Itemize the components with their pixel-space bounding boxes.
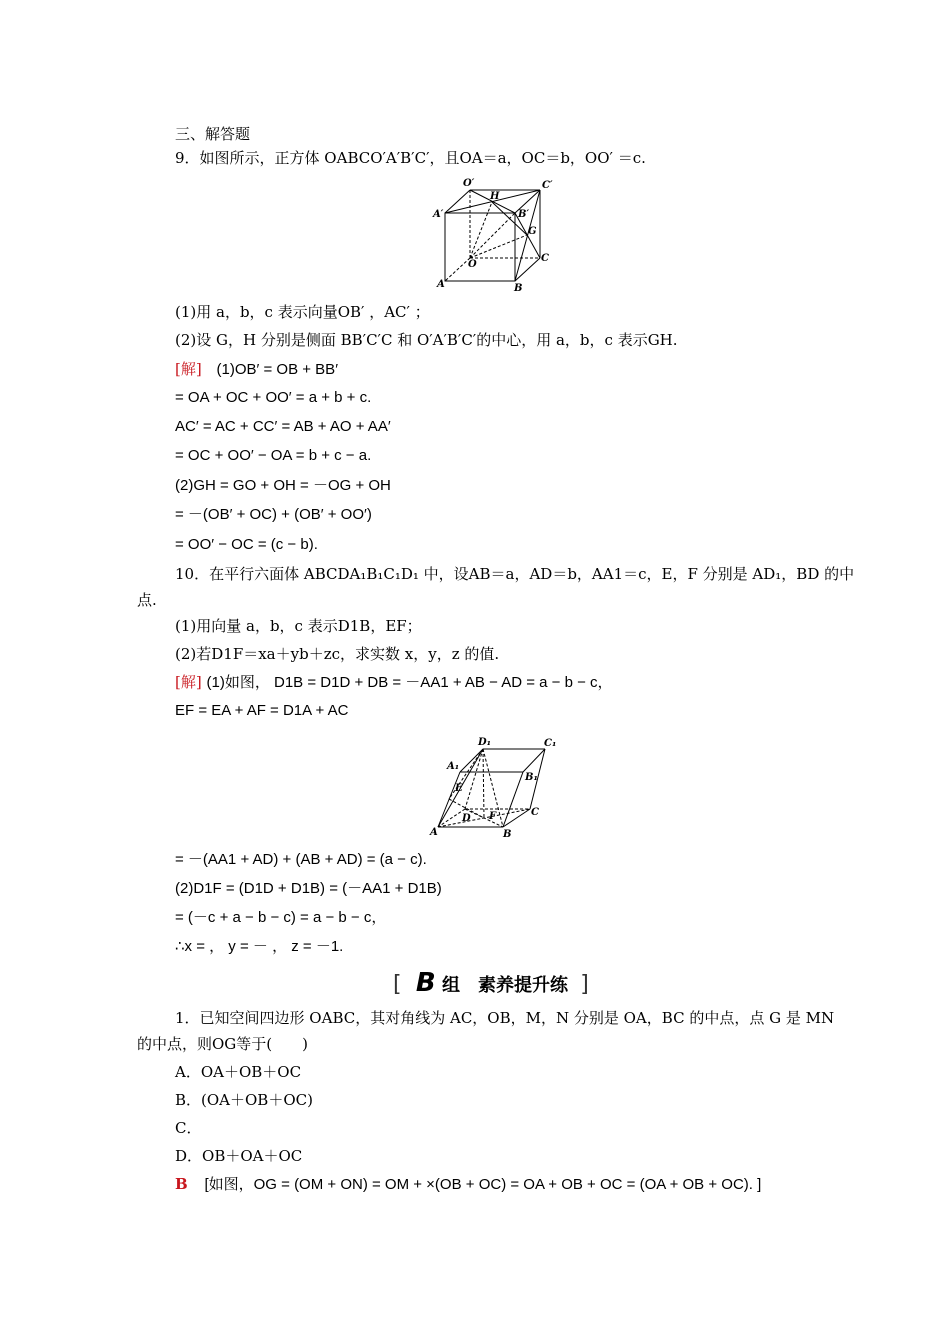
q9-solution-tag: [解] bbox=[175, 360, 202, 378]
para-label-a1: A₁ bbox=[447, 761, 460, 772]
cube-label-h: H bbox=[490, 191, 500, 202]
q9-solution-line: (2)GH = GO + OH = －OG + OH bbox=[175, 477, 391, 494]
q10-part2: (2)若D1F＝xa＋yb＋zc，求实数 x，y，z 的值. bbox=[175, 645, 500, 663]
section-heading: 三、解答题 bbox=[175, 125, 251, 143]
para-label-c1: C₁ bbox=[544, 738, 557, 749]
q9-solution-line: = OA + OC + OO′ = a + b + c. bbox=[175, 389, 372, 406]
para-label-c: C bbox=[531, 807, 539, 818]
q9-part2: (2)设 G，H 分别是侧面 BB′C′C 和 O′A′B′C′的中心，用 a，b，c 表示GH. bbox=[175, 331, 678, 349]
q10-solution-line: = －(AA1 + AD) + (AB + AD) = (a − c). bbox=[175, 851, 427, 868]
cube-label-o: O bbox=[468, 259, 477, 270]
banner-title: 组 素养提升练 bbox=[441, 975, 568, 996]
para-label-d1: D₁ bbox=[478, 737, 492, 748]
cube-label-b-prime: B′ bbox=[518, 209, 530, 220]
q1-stem-line1: 1．已知空间四边形 OABC，其对角线为 AC，OB，M，N 分别是 OA，BC 的中点，点 G 是 MN bbox=[175, 1009, 835, 1027]
q9-solution-line: AC′ = AC + CC′ = AB + AO + AA′ bbox=[175, 418, 391, 435]
cube-label-a: A bbox=[437, 279, 445, 290]
banner-right-bracket: ] bbox=[580, 972, 589, 997]
q10-solution-line: EF = EA + AF = D1A + AC bbox=[175, 702, 349, 719]
q9-solution-line: = OC + OO′ − OA = b + c − a. bbox=[175, 447, 372, 464]
cube-label-o-prime: O′ bbox=[463, 178, 475, 189]
q1-answer-letter: B bbox=[175, 1175, 188, 1193]
group-banner bbox=[393, 968, 589, 998]
parallelepiped-figure bbox=[425, 735, 565, 840]
q1-answer-text: [如图，OG = (OM + ON) = OM + ×(OB + OC) = OA + OB + OC = (OA + OB + OC). ] bbox=[204, 1176, 762, 1193]
q9-part1: (1)用 a，b，c 表示向量OB′ ，AC′ ； bbox=[175, 303, 430, 321]
cube-label-a-prime: A′ bbox=[433, 209, 444, 220]
banner-left-bracket: [ bbox=[393, 972, 402, 997]
cube-label-g: G bbox=[528, 226, 537, 237]
q10-solution-line: (2)D1F = (D1D + D1B) = (－AA1 + D1B) bbox=[175, 880, 442, 897]
para-label-a: A bbox=[430, 827, 438, 838]
cube-figure bbox=[430, 175, 560, 295]
q10-solution-line: (1)如图， D1B = D1D + DB = －AA1 + AB − AD = a − b − c， bbox=[206, 674, 613, 691]
q9-solution-line: = －(OB′ + OC) + (OB′ + OO′) bbox=[175, 506, 372, 523]
cube-label-c-prime: C′ bbox=[542, 180, 553, 191]
cube-label-b: B bbox=[514, 283, 523, 294]
q10-solution-line: ∴x = ， y = － ， z = －1. bbox=[175, 938, 344, 955]
para-label-d: D bbox=[462, 813, 471, 824]
q10-part1: (1)用向量 a，b，c 表示D1B，EF； bbox=[175, 617, 422, 635]
q10-solution-tag: [解] bbox=[175, 673, 202, 691]
q9-solution-line: (1)OB′ = OB + BB′ bbox=[216, 361, 339, 378]
para-label-e: E bbox=[455, 783, 463, 794]
q10-solution-line: = (－c + a − b − c) = a − b − c， bbox=[175, 909, 387, 926]
q9-stem: 9．如图所示，正方体 OABCO′A′B′C′，且OA＝a，OC＝b，OO′ ＝c. bbox=[175, 149, 646, 167]
q10-stem-line2: 点. bbox=[137, 591, 157, 609]
q1-option-a: A．OA＋OB＋OC bbox=[175, 1063, 302, 1081]
para-label-b1: B₁ bbox=[525, 772, 538, 783]
q9-solution-line: = OO′ − OC = (c − b). bbox=[175, 536, 318, 553]
banner-letter: B bbox=[415, 968, 436, 998]
q1-option-c: C． bbox=[175, 1119, 202, 1137]
cube-label-c: C bbox=[541, 253, 549, 264]
q1-option-b: B．(OA＋OB＋OC) bbox=[175, 1091, 313, 1109]
q1-stem-line2: 的中点，则OG等于( ) bbox=[137, 1035, 308, 1053]
para-label-f: F bbox=[489, 811, 497, 822]
q1-option-d: D．OB＋OA＋OC bbox=[175, 1147, 303, 1165]
q10-stem-line1: 10．在平行六面体 ABCDA₁B₁C₁D₁ 中，设AB＝a，AD＝b，AA1＝c，E，F 分别是 AD₁，BD 的中 bbox=[175, 565, 855, 583]
para-label-b: B bbox=[503, 829, 512, 840]
